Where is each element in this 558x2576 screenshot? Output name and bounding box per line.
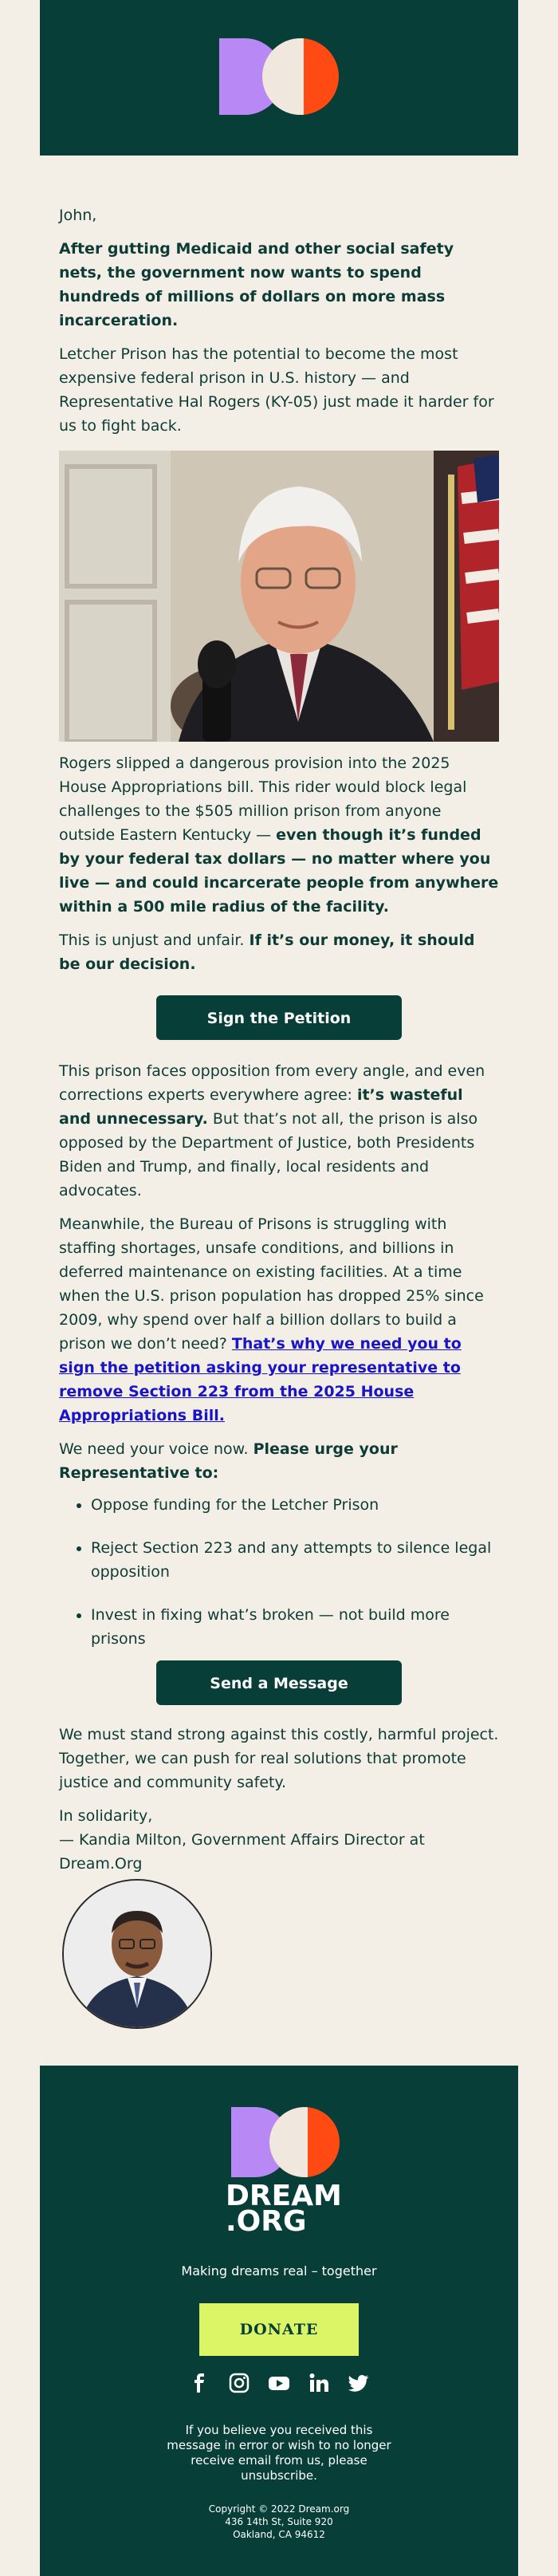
donate-button[interactable]: DONATE (199, 2303, 359, 2356)
closing-paragraph: We must stand strong against this costly, harmful project. Together, we can push for real solutions that promote justice and community safety. (59, 1726, 499, 1791)
copyright-block (40, 2503, 518, 2541)
unjust-emphasis: If it’s our money, it should be our decision. (59, 932, 475, 973)
greeting: John, (59, 207, 97, 224)
opposition-paragraph (59, 1059, 499, 1203)
list-item: • Invest in fixing what’s broken — not build more prisons (91, 1603, 499, 1651)
instagram-icon[interactable] (228, 2372, 250, 2394)
list-item: • Oppose funding for the Letcher Prison (91, 1493, 499, 1517)
send-message-button[interactable]: Send a Message (156, 1660, 402, 1705)
hal-rogers-photo (59, 451, 499, 742)
email-footer (40, 2066, 518, 2576)
email-body (40, 156, 518, 2029)
opposition-text-end: But that’s not all, the prison is also opposed by the Department of Justice, both Presidents Biden and Trump, and finally, local residents and advocates. (59, 1110, 478, 1199)
copyright: Copyright © 2022 Dream.org (208, 2503, 350, 2515)
opposition-emphasis: it’s wasteful and unnecessary. (59, 1086, 463, 1128)
unjust-paragraph (59, 928, 499, 976)
unsubscribe-text[interactable]: If you believe you received this message in error or wish to no longer receive email from us, please unsubscribe. (167, 2423, 391, 2483)
signoff: In solidarity, (59, 1807, 153, 1825)
sign-petition-button[interactable]: Sign the Petition (156, 995, 402, 1040)
list-item: • Reject Section 223 and any attempts to silence legal opposition (91, 1536, 499, 1584)
provision-text: Rogers slipped a dangerous provision into the 2025 House Appropriations bill. This rider would block legal challenges to the $505 million prison from anyone outside Eastern Kentucky — (59, 754, 467, 844)
lead-paragraph: After gutting Medicaid and other social safety nets, the government now wants to spend hundreds of millions of dollars on more mass incarceration. (59, 240, 454, 329)
linkedin-icon[interactable] (308, 2372, 330, 2394)
urge-emphasis: Please urge your Representative to: (59, 1440, 398, 1482)
youtube-icon[interactable] (268, 2372, 290, 2394)
social-icons (40, 2372, 518, 2394)
dream-logo[interactable] (219, 38, 339, 118)
wordmark-line1: DREAM (226, 2180, 342, 2212)
bop-text: Meanwhile, the Bureau of Prisons is struggling with staffing shortages, unsafe conditions, and billions in deferred maintenance on existing facilities. At a time when the U.S. prison population has dropped 25% since 2009, why spend over half a billion dollars to build a prison we don’t need? (59, 1215, 484, 1353)
email-container (40, 0, 518, 2576)
petition-link[interactable]: That’s why we need you to sign the petition asking your representative to remove Section 223 from the 2025 House Appropriations Bill. (59, 1335, 462, 1424)
facebook-icon[interactable] (188, 2372, 210, 2394)
address-line1: 436 14th St, Suite 920 (225, 2516, 333, 2527)
urge-text: We need your voice now. (59, 1440, 253, 1458)
unjust-text: This is unjust and unfair. (59, 932, 250, 949)
provision-paragraph (59, 751, 499, 919)
photo-illustration (59, 451, 499, 742)
footer-logo[interactable] (231, 2107, 343, 2179)
footer-tagline: Making dreams real – together (181, 2263, 377, 2279)
footer-wordmark (226, 2180, 353, 2238)
intro-paragraph: Letcher Prison has the potential to become the most expensive federal prison in U.S. history — and Representative Hal Rogers (KY-05) just made it harder for us to fight back. (59, 345, 494, 435)
wordmark-line2: .ORG (226, 2205, 307, 2238)
twitter-icon[interactable] (348, 2372, 370, 2394)
avatar-illustration (64, 1881, 210, 2027)
demands-list (59, 1493, 499, 1651)
logo-overlap-shape (269, 2107, 308, 2177)
signature: — Kandia Milton, Government Affairs Director at Dream.Org (59, 1831, 425, 1873)
opposition-text: This prison faces opposition from every angle, and even corrections experts everywhere agree: (59, 1062, 485, 1104)
logo-overlap-shape (262, 38, 304, 115)
avatar (62, 1879, 212, 2029)
email-header (40, 0, 518, 156)
address-line2: Oakland, CA 94612 (233, 2529, 325, 2540)
bop-paragraph (59, 1212, 499, 1428)
urge-paragraph (59, 1437, 499, 1485)
provision-emphasis: even though it’s funded by your federal tax dollars — no matter where you live — and could incarcerate people from anywhere within a 500 mile radius of the facility. (59, 826, 499, 916)
